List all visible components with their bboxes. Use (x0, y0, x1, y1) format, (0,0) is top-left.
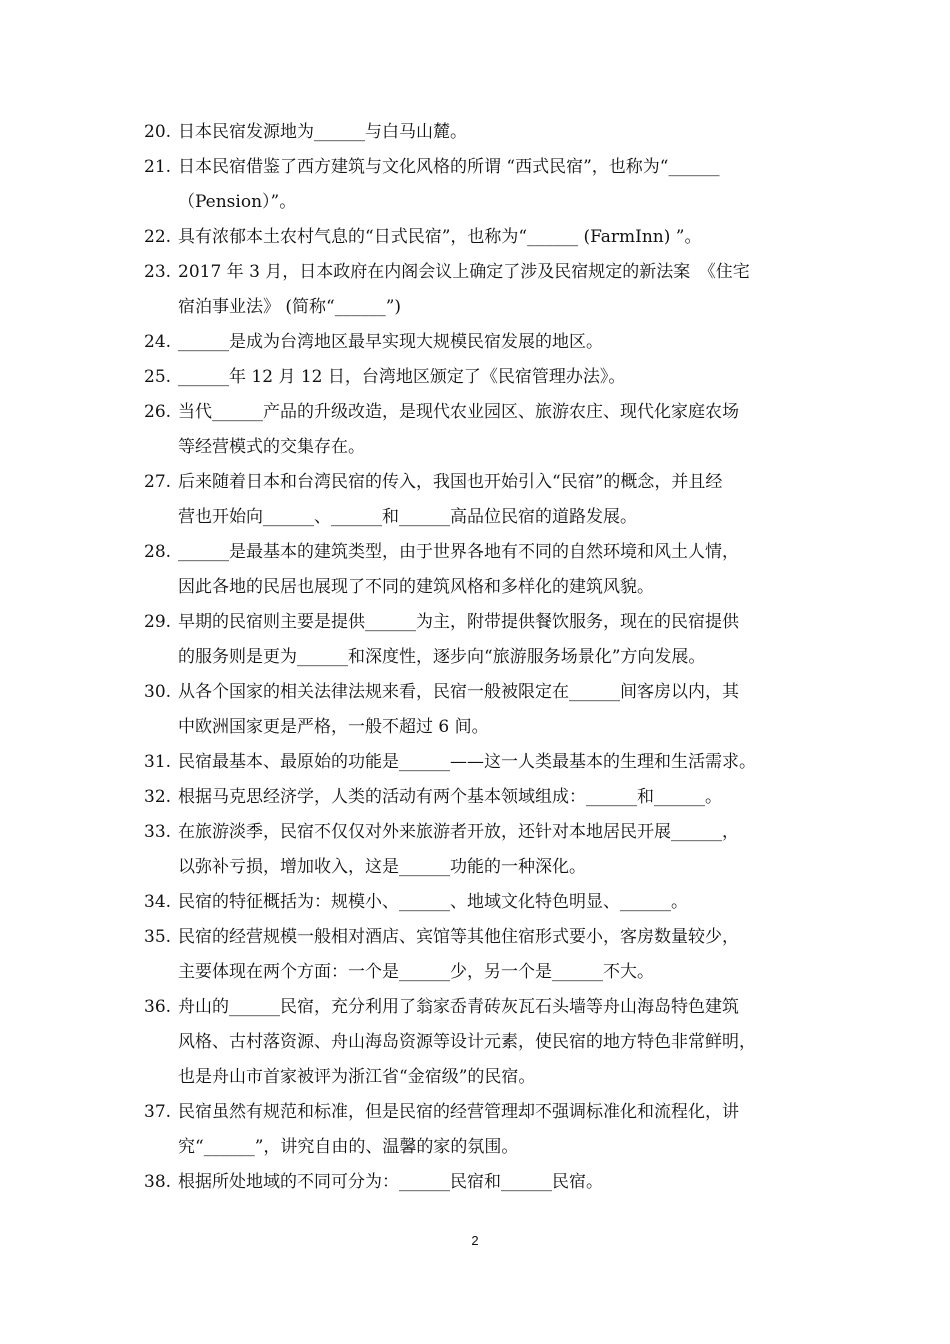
question-number (144, 500, 178, 535)
question-number (144, 290, 178, 325)
question-number: 36. (144, 997, 172, 1017)
question-text: 中欧洲国家更是严格，一般不超过 6 间。 (178, 717, 489, 737)
question-line (144, 325, 820, 360)
question-number (144, 710, 178, 745)
question-line (144, 1165, 820, 1200)
question-number: 32. (144, 787, 172, 807)
question-line (144, 290, 820, 325)
question-item (144, 325, 820, 360)
question-number: 29. (144, 612, 172, 632)
question-line (144, 640, 820, 675)
question-text: 因此各地的民居也展现了不同的建筑风格和多样化的建筑风貌。 (178, 577, 654, 597)
question-line (144, 430, 820, 465)
question-text: 以弥补亏损，增加收入，这是______功能的一种深化。 (178, 857, 586, 877)
question-text: 宿泊事业法》 (简称“______”) (178, 297, 402, 317)
question-text: （Pension）”。 (178, 192, 297, 212)
question-item (144, 115, 820, 150)
question-number: 23. (144, 262, 172, 282)
question-text: ______是最基本的建筑类型，由于世界各地有不同的自然环境和风土人情， (178, 542, 739, 562)
question-line (144, 395, 820, 430)
question-item (144, 780, 820, 815)
question-line (144, 885, 820, 920)
question-number: 30. (144, 682, 172, 702)
question-line (144, 780, 820, 815)
question-line (144, 115, 820, 150)
question-text: 根据马克思经济学，人类的活动有两个基本领域组成：______和______。 (178, 787, 722, 807)
question-text: 主要体现在两个方面：一个是______少，另一个是______不大。 (178, 962, 654, 982)
question-item (144, 535, 820, 605)
question-number (144, 955, 178, 990)
question-line (144, 1060, 820, 1095)
question-text: 也是舟山市首家被评为浙江省“金宿级”的民宿。 (178, 1067, 536, 1087)
question-number (144, 1025, 178, 1060)
question-line (144, 920, 820, 955)
question-number (144, 1130, 178, 1165)
question-item (144, 815, 820, 885)
question-text: 究“______”，讲究自由的、温馨的家的氛围。 (178, 1137, 519, 1157)
question-item (144, 150, 820, 220)
question-text: 的服务则是更为______和深度性，逐步向“旅游服务场景化”方向发展。 (178, 647, 706, 667)
question-number (144, 640, 178, 675)
question-number (144, 1060, 178, 1095)
question-item (144, 255, 820, 325)
question-line (144, 1095, 820, 1130)
question-number: 34. (144, 892, 172, 912)
question-text: 后来随着日本和台湾民宿的传入，我国也开始引入“民宿”的概念，并且经 (178, 472, 723, 492)
question-text: 民宿的经营规模一般相对酒店、宾馆等其他住宿形式要小，客房数量较少， (178, 927, 739, 947)
question-text: ______年 12 月 12 日，台湾地区颁定了《民宿管理办法》。 (178, 367, 626, 387)
question-item (144, 885, 820, 920)
question-item (144, 465, 820, 535)
question-number: 38. (144, 1172, 172, 1192)
question-line (144, 605, 820, 640)
question-item (144, 745, 820, 780)
question-item (144, 675, 820, 745)
question-number: 21. (144, 157, 172, 177)
question-number: 24. (144, 332, 172, 352)
question-text: 营也开始向______、______和______高品位民宿的道路发展。 (178, 507, 637, 527)
question-text: 民宿最基本、最原始的功能是______——这一人类最基本的生理和生活需求。 (178, 752, 756, 772)
question-number: 26. (144, 402, 172, 422)
question-line (144, 815, 820, 850)
question-line (144, 710, 820, 745)
question-line (144, 360, 820, 395)
question-number: 22. (144, 227, 172, 247)
question-number: 28. (144, 542, 172, 562)
question-text: 在旅游淡季，民宿不仅仅对外来旅游者开放，还针对本地居民开展______， (178, 822, 739, 842)
question-number: 31. (144, 752, 172, 772)
question-number (144, 850, 178, 885)
question-line (144, 535, 820, 570)
question-line (144, 150, 820, 185)
question-text: 风格、古村落资源、舟山海岛资源等设计元素，使民宿的地方特色非常鲜明， (178, 1032, 756, 1052)
question-text: 日本民宿借鉴了西方建筑与文化风格的所谓 “西式民宿”，也称为“______ (178, 157, 720, 177)
question-line (144, 465, 820, 500)
question-item (144, 990, 820, 1095)
question-line (144, 675, 820, 710)
question-text: 舟山的______民宿，充分利用了翁家岙青砖灰瓦石头墙等舟山海岛特色建筑 (178, 997, 739, 1017)
question-line (144, 745, 820, 780)
question-text: 早期的民宿则主要是提供______为主，附带提供餐饮服务，现在的民宿提供 (178, 612, 739, 632)
question-text: 从各个国家的相关法律法规来看，民宿一般被限定在______间客房以内，其 (178, 682, 739, 702)
question-number (144, 185, 178, 220)
question-line (144, 1130, 820, 1165)
question-number: 37. (144, 1102, 172, 1122)
question-number: 20. (144, 122, 172, 142)
question-number: 27. (144, 472, 172, 492)
question-text: 民宿虽然有规范和标准，但是民宿的经营管理却不强调标准化和流程化，讲 (178, 1102, 739, 1122)
question-item (144, 360, 820, 395)
question-text: 民宿的特征概括为：规模小、______、地域文化特色明显、______。 (178, 892, 688, 912)
question-text: 具有浓郁本土农村气息的“日式民宿”，也称为“______ (FarmInn) ”。 (178, 227, 702, 247)
question-item (144, 920, 820, 990)
question-item (144, 605, 820, 675)
question-number: 35. (144, 927, 172, 947)
question-line (144, 1025, 820, 1060)
question-number (144, 430, 178, 465)
page-number: 2 (471, 1233, 479, 1248)
question-item (144, 1095, 820, 1165)
question-number: 25. (144, 367, 172, 387)
question-line (144, 955, 820, 990)
question-line (144, 500, 820, 535)
question-item (144, 220, 820, 255)
question-line (144, 220, 820, 255)
question-number: 33. (144, 822, 172, 842)
question-line (144, 990, 820, 1025)
question-number (144, 570, 178, 605)
question-text: 根据所处地域的不同可分为：______民宿和______民宿。 (178, 1172, 603, 1192)
question-text: 当代______产品的升级改造，是现代农业园区、旅游农庄、现代化家庭农场 (178, 402, 739, 422)
question-line (144, 570, 820, 605)
question-item (144, 395, 820, 465)
question-text: 日本民宿发源地为______与白马山麓。 (178, 122, 467, 142)
question-text: 2017 年 3 月，日本政府在内阁会议上确定了涉及民宿规定的新法案 《住宅 (178, 262, 750, 282)
question-line (144, 850, 820, 885)
question-text: ______是成为台湾地区最早实现大规模民宿发展的地区。 (178, 332, 603, 352)
question-text: 等经营模式的交集存在。 (178, 437, 365, 457)
question-line (144, 255, 820, 290)
question-item (144, 1165, 820, 1200)
question-line (144, 185, 820, 220)
